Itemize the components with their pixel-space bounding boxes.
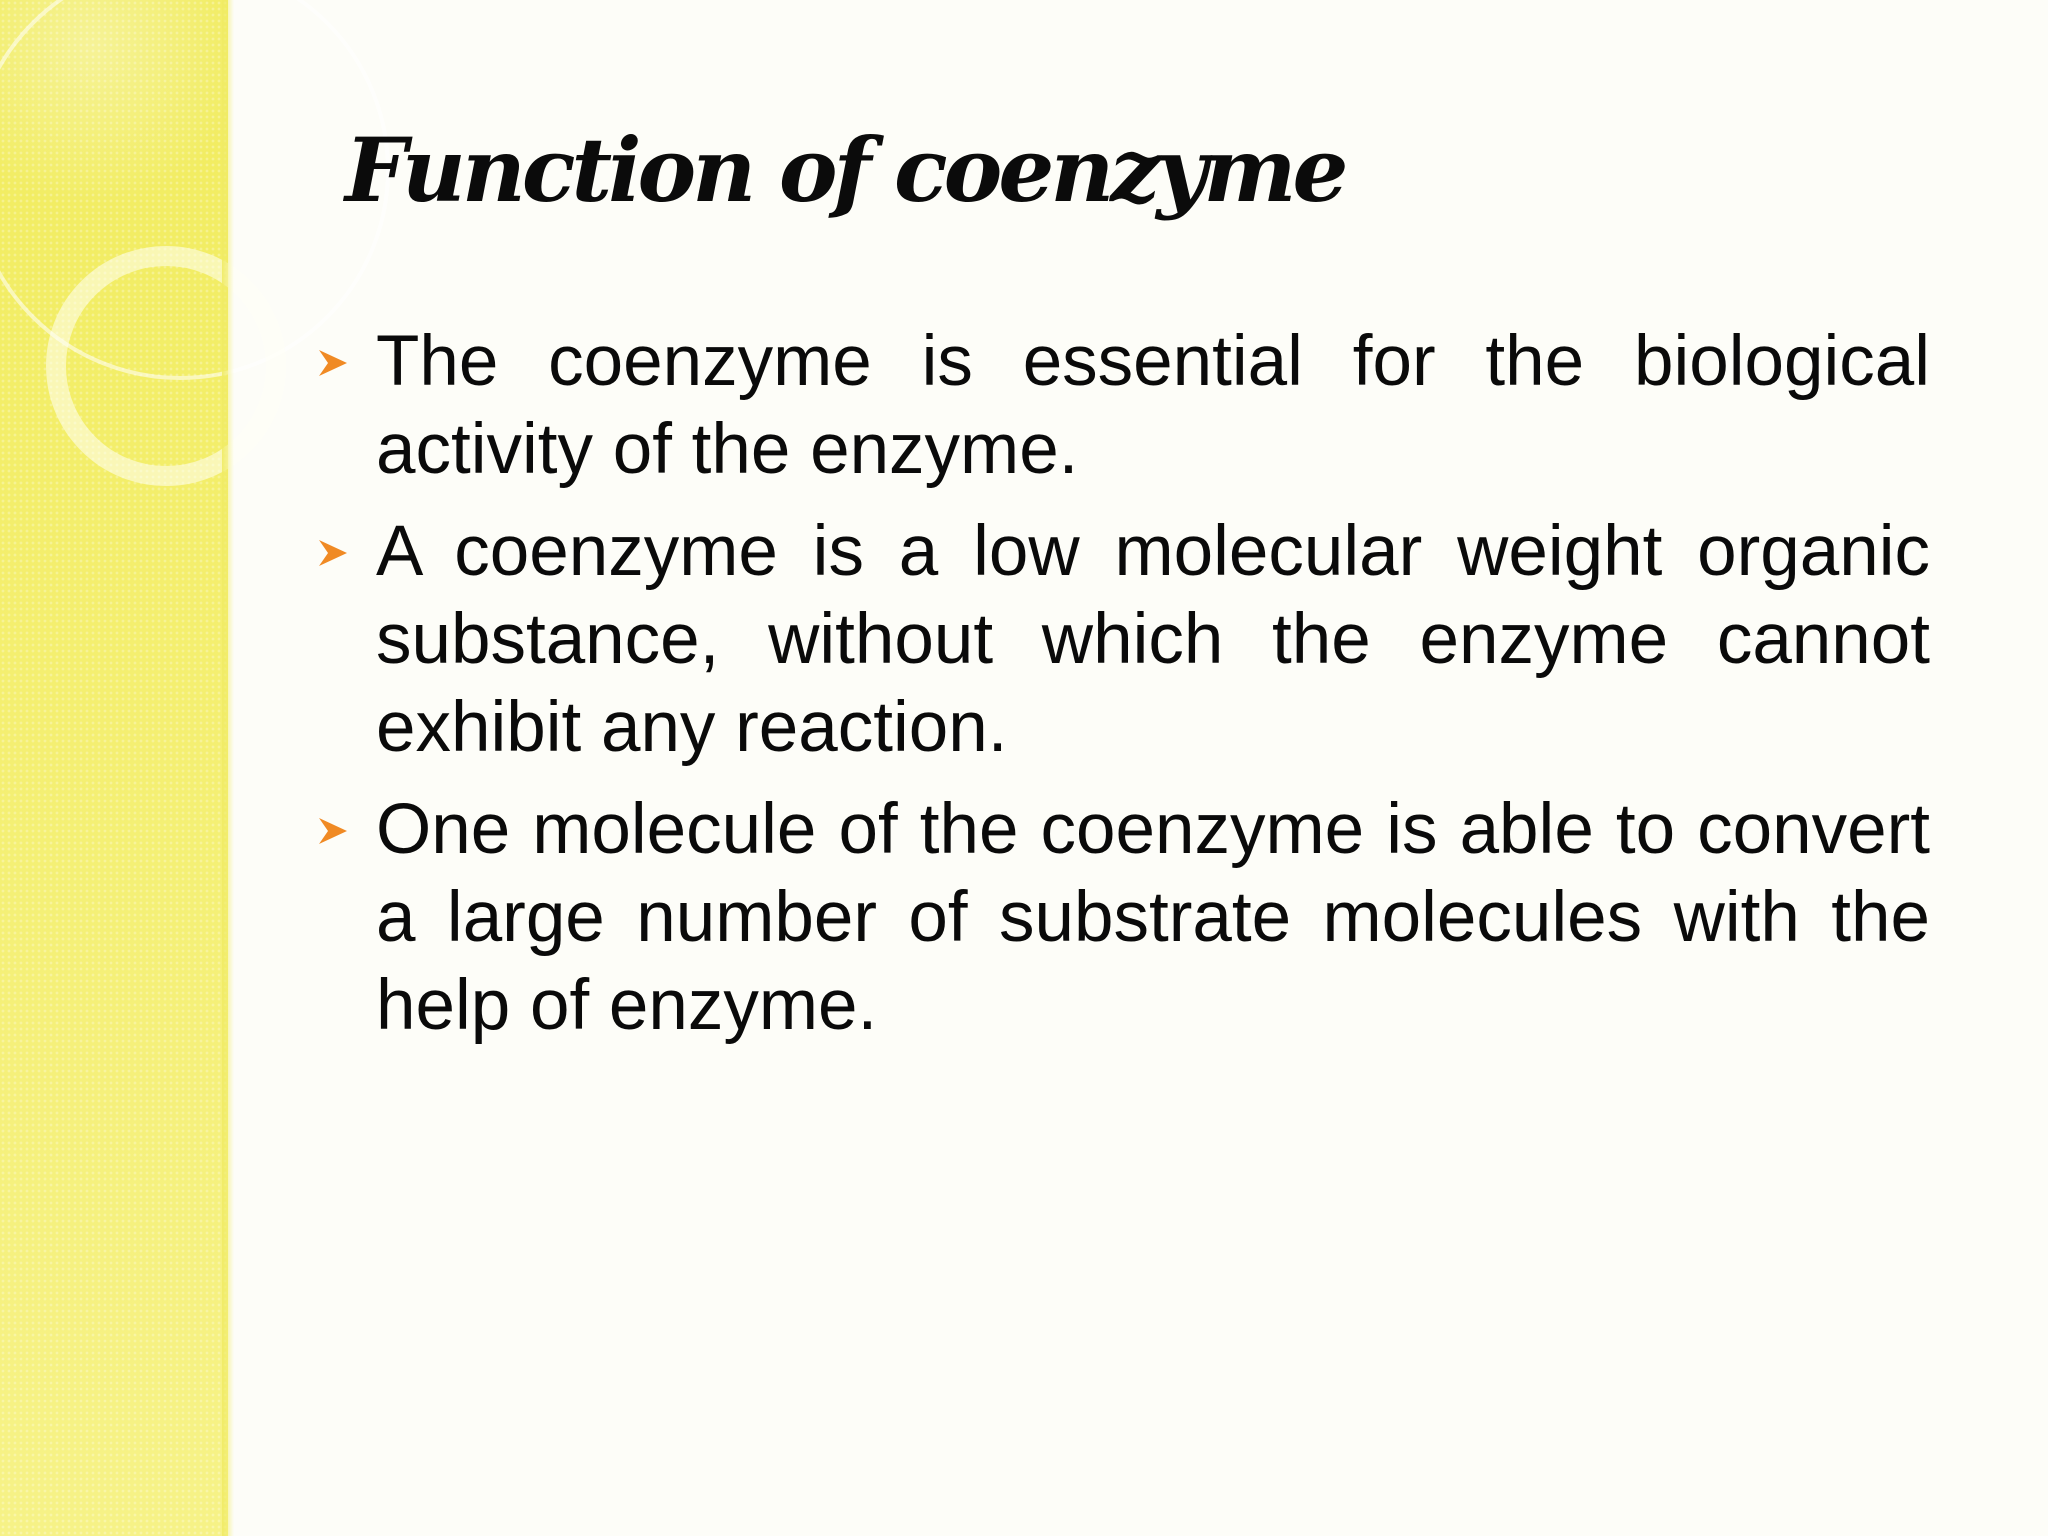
bullet-item (316, 508, 1930, 772)
arrow-bullet-icon (316, 508, 376, 575)
bullet-item (316, 318, 1930, 494)
decorative-ring-inner (46, 246, 286, 486)
slide-title: Function of coenzyme (345, 118, 1345, 222)
bullet-item (316, 786, 1930, 1050)
decorative-band-edge (222, 0, 234, 1536)
bullet-list (316, 318, 1930, 1064)
arrow-bullet-icon (316, 786, 376, 853)
bullet-text: One molecule of the coenzyme is able to convert a large number of substrate molecules with the help of enzyme. (376, 790, 1930, 1045)
bullet-text: The coenzyme is essential for the biological activity of the enzyme. (376, 322, 1930, 489)
arrow-bullet-icon (316, 318, 376, 385)
bullet-text: A coenzyme is a low molecular weight organic substance, without which the enzyme cannot exhibit any reaction. (376, 512, 1930, 767)
